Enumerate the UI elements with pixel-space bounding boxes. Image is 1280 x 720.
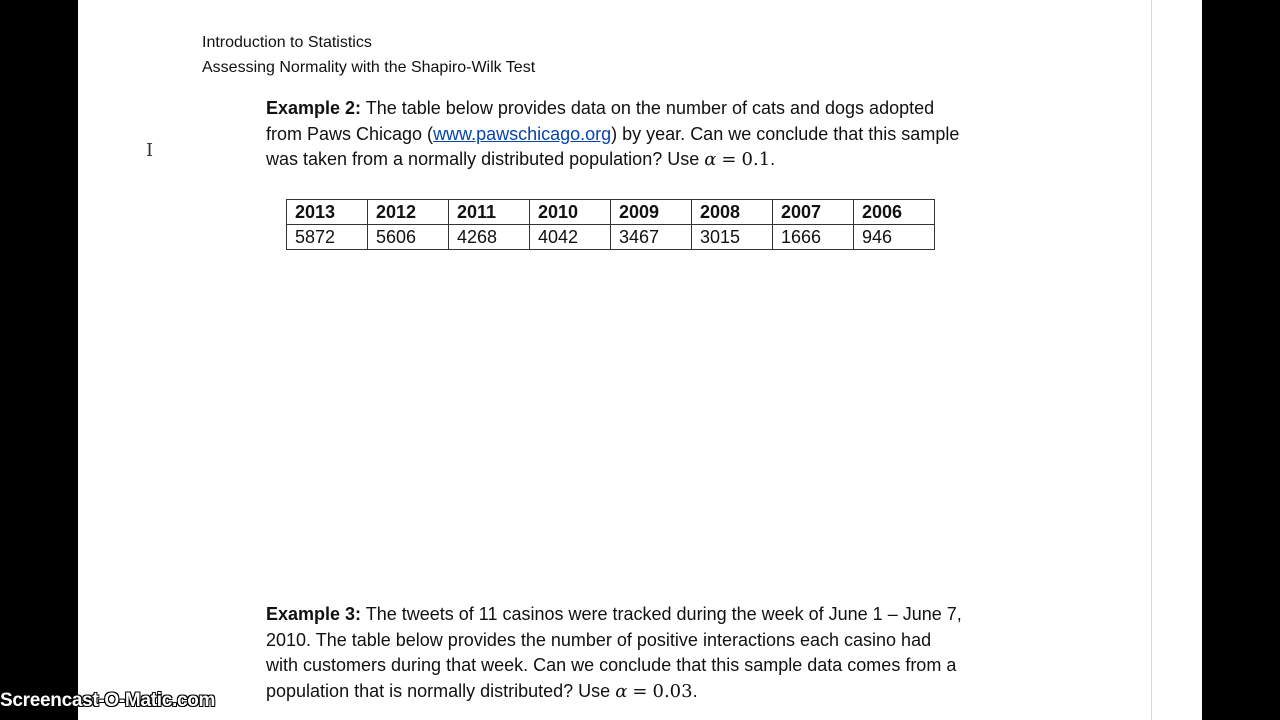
example-2-line-1: Example 2: The table below provides data on the number of cats and dogs adopted: [266, 98, 935, 118]
example-2-paragraph: [266, 96, 1026, 173]
adoption-count-cell: 5606: [368, 225, 449, 250]
table-header-row: [287, 200, 935, 225]
table-row: [287, 225, 935, 250]
example-3-line-2: 2010. The table below provides the number of positive interactions each casino had: [266, 629, 932, 650]
year-header-cell: 2009: [611, 200, 692, 225]
adoption-count-cell: 4268: [449, 225, 530, 250]
right-margin-line: [1151, 0, 1152, 720]
alpha-symbol: α: [704, 149, 717, 170]
adoption-table: [286, 199, 935, 250]
year-header-cell: 2006: [854, 200, 935, 225]
pawschicago-link[interactable]: www.pawschicago.org: [433, 123, 612, 144]
example-3-paragraph: [266, 602, 1026, 704]
adoption-count-cell: 5872: [287, 225, 368, 250]
example-3-line-3: with customers during that week. Can we conclude that this sample data comes from a: [266, 655, 957, 675]
example-2-line-3: was taken from a normally distributed population? Use α = 0.1.: [266, 149, 776, 170]
year-header-cell: 2013: [287, 200, 368, 225]
adoption-count-cell: 946: [854, 225, 935, 250]
year-header-cell: 2008: [692, 200, 773, 225]
text-cursor-icon: I: [146, 140, 154, 161]
adoption-count-cell: 3015: [692, 225, 773, 250]
example-2-label: Example 2:: [266, 98, 362, 118]
adoption-count-cell: 1666: [773, 225, 854, 250]
alpha-value: 0.03: [652, 680, 693, 702]
example-3-line-4: population that is normally distributed? Use α = 0.03.: [266, 680, 698, 702]
adoption-count-cell: 3467: [611, 225, 692, 250]
topic-title: Assessing Normality with the Shapiro-Wilk Test: [202, 59, 536, 76]
adoption-count-cell: 4042: [530, 225, 611, 250]
example-2-line-2: from Paws Chicago (www.pawschicago.org) by year. Can we conclude that this sample: [266, 123, 960, 144]
example-3-line-1: Example 3: The tweets of 11 casinos were tracked during the week of June 1 – June 7,: [266, 604, 962, 624]
year-header-cell: 2007: [773, 200, 854, 225]
screencast-watermark: Screencast-O-Matic.com: [0, 690, 216, 711]
course-title: Introduction to Statistics: [202, 34, 372, 51]
alpha-value: 0.1: [741, 149, 771, 170]
year-header-cell: 2012: [368, 200, 449, 225]
alpha-symbol: α: [615, 680, 628, 702]
year-header-cell: 2011: [449, 200, 530, 225]
year-header-cell: 2010: [530, 200, 611, 225]
example-3-label: Example 3:: [266, 604, 362, 624]
